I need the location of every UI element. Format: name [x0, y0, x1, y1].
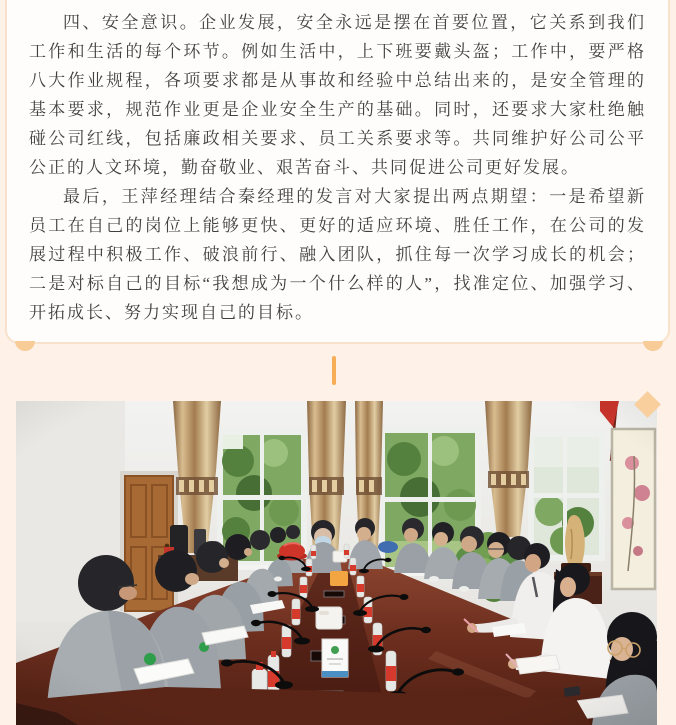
photo-vignette: [16, 401, 657, 725]
meeting-photo[interactable]: [16, 401, 657, 725]
card-corner-tab-right-icon: [643, 341, 663, 351]
section-divider-line: [332, 356, 336, 385]
article-text-card: [5, 0, 670, 344]
card-corner-tab-left-icon: [15, 341, 35, 351]
paragraph-safety-awareness: 四、安全意识。企业发展，安全永远是摆在首要位置，它关系到我们工作和生活的每个环节。例如生活中，上下班要戴头盔；工作中，要严格八大作业规程，各项要求都是从事故和经验中总结出来的，是安全管理的基本要求，规范作业更是企业安全生产的基础。同时，还要求大家杜绝触碰公司红线，包括廉政相关要求、员工关系要求等。共同维护好公司公平公正的人文环境，勤奋敬业、艰苦奋斗、共同促进公司更好发展。: [29, 13, 646, 177]
paragraph-closing-expectations: 最后，王萍经理结合秦经理的发言对大家提出两点期望：一是希望新员工在自己的岗位上能够更快、更好的适应环境、胜任工作，在公司的发展过程中积极工作、破浪前行、融入团队，抓住每一次学习成长的机会；二是对标自己的目标“我想成为一个什么样的人”，找准定位、加强学习、开拓成长、努力实现自己的目标。: [29, 187, 646, 322]
